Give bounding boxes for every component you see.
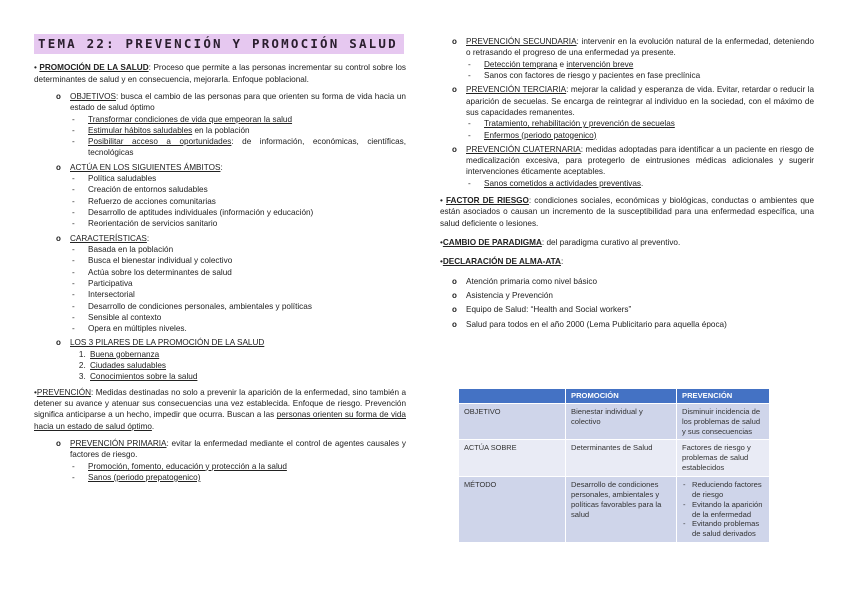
item-text: e xyxy=(557,59,567,69)
primaria-sublist xyxy=(70,461,406,484)
paradigma-label: CAMBIO DE PARADIGMA xyxy=(442,238,542,247)
alma-ata-list xyxy=(440,276,814,330)
list-item: - Desarrollo de aptitudes individuales (información y educación) xyxy=(70,207,406,218)
cuaternaria-item xyxy=(452,144,814,189)
list-item: - Sensible al contexto xyxy=(70,312,406,323)
row-label: MÉTODO xyxy=(459,477,566,543)
item-text: en la población xyxy=(192,125,250,135)
right-column xyxy=(440,36,814,334)
list-item: - Participativa xyxy=(70,278,406,289)
promocion-list xyxy=(34,91,406,383)
row-label: OBJETIVO xyxy=(459,403,566,440)
list-item xyxy=(70,461,406,472)
table-header-promocion: PROMOCIÓN xyxy=(566,389,677,404)
prevencion-niveles-list xyxy=(440,36,814,189)
list-item: - Intersectorial xyxy=(70,289,406,300)
row-promocion-cell: Desarrollo de condiciones personales, ambientales y políticas favorables para la salud xyxy=(566,477,677,543)
cuaternaria-label: PREVENCIÓN CUATERNARIA xyxy=(466,144,581,154)
cuaternaria-sublist xyxy=(466,178,814,189)
bullet: • xyxy=(34,387,37,397)
bullet: • xyxy=(34,63,37,73)
factor-riesgo-paragraph xyxy=(440,195,814,229)
item-underlined: intervención breve xyxy=(566,59,634,69)
bullet: • xyxy=(440,257,443,267)
objetivos-sublist xyxy=(70,114,406,159)
prevencion-tail: . xyxy=(151,421,155,431)
factor-riesgo-text: : condiciones sociales, económicas y biológicas, conductas o ambientes que están asociados o causan un incremento de la susceptibilidad para una enfermedad específica, una salud deficiente o lesiones. xyxy=(440,196,814,228)
list-item: o Atención primaria como nivel básico xyxy=(452,276,814,287)
table-row xyxy=(459,440,770,477)
terciaria-item xyxy=(452,84,814,141)
item-underlined: Transformar condiciones de vida que empeoran la salud xyxy=(88,114,293,124)
item-underlined: Sanos (periodo prepatogenico) xyxy=(88,472,201,482)
colon: : xyxy=(146,233,150,243)
item-underlined: Ciudades saludables xyxy=(90,361,167,371)
prevencion-label: PREVENCIÓN xyxy=(36,387,92,397)
item-underlined: Estimular hábitos saludables xyxy=(88,125,193,135)
pilares-sublist xyxy=(70,349,406,383)
list-item: - Sanos con factores de riesgo y pacientes en fase preclínica xyxy=(466,70,814,81)
item-underlined: Promoción, fomento, educación y protección a la salud xyxy=(88,461,287,471)
item-text: : de información, económicas, científicas, tecnológicas xyxy=(88,137,407,158)
alma-ata-label: DECLARACIÓN DE ALMA-ATA xyxy=(442,257,561,267)
list-item xyxy=(88,360,406,371)
list-item: - Desarrollo de condiciones personales, ambientales y políticas xyxy=(70,301,406,312)
prevencion-text: : Medidas destinadas no solo a prevenir la aparición de la enfermedad, sino también a detener su avance y atenuar sus consecuencias una vez establecida. Enfoque de riesgo. Prevención significa anticiparse a un hecho, impedir que ocurra. Buscan a las xyxy=(34,387,406,420)
prevencion-primaria-list xyxy=(34,438,406,483)
list-item xyxy=(466,130,814,141)
colon: : xyxy=(560,257,564,267)
cuaternaria-text: : medidas adoptadas para identificar a un paciente en riesgo de medicalización excesiva, para protegerlo de eintrusiones médicas adicionales y sugerir intervenciones éticamente aceptables. xyxy=(466,144,814,177)
table-row xyxy=(459,477,770,543)
caracteristicas-sublist xyxy=(70,244,406,335)
list-item: - Actúa sobre los determinantes de salud xyxy=(70,267,406,278)
list-item: - Política saludables xyxy=(70,173,406,184)
row-label: ACTÚA SOBRE xyxy=(459,440,566,477)
list-item xyxy=(466,59,814,70)
factor-riesgo-label: FACTOR DE RIESGO xyxy=(445,196,529,206)
page-title: TEMA 22: PREVENCIÓN Y PROMOCIÓN SALUD xyxy=(34,34,404,54)
table-header-empty xyxy=(459,389,566,404)
row-prevencion-cell xyxy=(677,477,770,543)
metodo-list xyxy=(682,480,764,539)
promocion-label: PROMOCIÓN DE LA SALUD xyxy=(39,63,149,73)
item-text: . xyxy=(641,178,644,188)
terciaria-label: PREVENCIÓN TERCIARIA xyxy=(466,85,567,95)
item-underlined: Posibilitar acceso a oportunidades xyxy=(88,137,232,147)
primaria-item xyxy=(56,438,406,483)
comparison-table xyxy=(458,388,770,543)
list-item: o Equipo de Salud: “Health and Social workers” xyxy=(452,304,814,315)
table-header-row xyxy=(459,389,770,404)
list-item: o Asistencia y Prevención xyxy=(452,290,814,301)
item-underlined: Sanos cometidos a actividades preventivas xyxy=(484,178,642,188)
list-item: - Reduciendo factores de riesgo xyxy=(682,480,764,500)
item-underlined: Tratamiento, rehabilitación y prevención de secuelas xyxy=(484,119,675,129)
promocion-paragraph xyxy=(34,62,406,85)
terciaria-text: : mejorar la calidad y esperanza de vida. Evitar, retardar o reducir la aparición de secuelas. Se encarga de reintegrar al individuo en la sociedad, con el máximo de sus capacidades remanentes. xyxy=(466,85,815,117)
objetivos-text: : busca el cambio de las personas para que orienten su forma de vida hacia un estado de salud óptimo xyxy=(70,91,406,113)
list-item: - Opera en múltiples niveles. xyxy=(70,323,406,334)
promocion-text: : Proceso que permite a las personas incrementar su control sobre los determinantes de salud y en consecuencia, mejorarla. Enfoque poblacional. xyxy=(34,63,406,84)
bullet: • xyxy=(440,238,443,247)
colon: : xyxy=(220,162,223,172)
table-row xyxy=(459,403,770,440)
list-item: - Reorientación de servicios sanitario xyxy=(70,218,406,229)
prevencion-tail-underlined: personas orienten su forma de vida hacia un estado de salud óptimo xyxy=(34,410,406,431)
primaria-text: : evitar la enfermedad mediante el control de agentes causales y factores de riesgo. xyxy=(70,438,406,460)
caracteristicas-label: CARACTERÍSTICAS xyxy=(70,233,147,243)
paradigma-paragraph xyxy=(440,237,814,248)
terciaria-sublist xyxy=(466,118,814,141)
list-item xyxy=(70,114,406,125)
secundaria-text: : intervenir en la evolución natural de la enfermedad, deteniendo o retrasando el progreso de una enfermedad ya presente. xyxy=(466,37,814,58)
list-item xyxy=(88,349,406,360)
primaria-label: PREVENCIÓN PRIMARIA xyxy=(70,438,167,448)
list-item: o Salud para todos en el año 2000 (Lema Publicitario para aquella época) xyxy=(452,319,814,330)
list-item: - Evitando problemas de salud derivados xyxy=(682,519,764,539)
ambitos-item xyxy=(56,162,406,230)
item-underlined: Detección temprana xyxy=(484,59,558,69)
row-prevencion-cell: Disminuir incidencia de los problemas de salud y sus consecuencias xyxy=(677,403,770,440)
list-item xyxy=(88,371,406,382)
list-item xyxy=(466,118,814,129)
row-promocion-cell: Determinantes de Salud xyxy=(566,440,677,477)
table-header-prevencion: PREVENCIÓN xyxy=(677,389,770,404)
secundaria-item xyxy=(452,36,814,81)
prevencion-paragraph xyxy=(34,387,406,432)
item-underlined: Enfermos (periodo patogenico) xyxy=(484,130,597,140)
bullet: • xyxy=(440,196,443,206)
list-item xyxy=(466,178,814,189)
item-underlined: Buena gobernanza xyxy=(90,349,160,359)
objetivos-label: OBJETIVOS xyxy=(70,91,116,101)
list-item: - Refuerzo de acciones comunitarias xyxy=(70,196,406,207)
paradigma-text: : del paradigma curativo al preventivo. xyxy=(541,238,681,247)
pilares-label: LOS 3 PILARES DE LA PROMOCIÓN DE LA SALUD xyxy=(70,338,265,348)
list-item xyxy=(70,125,406,136)
list-item xyxy=(70,472,406,483)
ambitos-label: ACTÚA EN LOS SIGUIENTES ÁMBITOS xyxy=(70,162,221,172)
row-promocion-cell: Bienestar individual y colectivo xyxy=(566,403,677,440)
list-item: - Basada en la población xyxy=(70,244,406,255)
secundaria-label: PREVENCIÓN SECUNDARIA xyxy=(466,37,577,46)
pilares-item xyxy=(56,337,406,382)
row-prevencion-cell: Factores de riesgo y problemas de salud establecidos xyxy=(677,440,770,477)
secundaria-sublist xyxy=(466,59,814,82)
ambitos-sublist xyxy=(70,173,406,230)
objetivos-item xyxy=(56,91,406,159)
item-underlined: Conocimientos sobre la salud xyxy=(90,372,198,382)
list-item: - Evitando la aparición de la enfermedad xyxy=(682,500,764,520)
list-item: - Creación de entornos saludables xyxy=(70,184,406,195)
list-item xyxy=(70,136,406,159)
alma-ata-paragraph xyxy=(440,256,814,267)
list-item: - Busca el bienestar individual y colectivo xyxy=(70,255,406,266)
caracteristicas-item xyxy=(56,233,406,335)
left-column xyxy=(34,34,406,487)
